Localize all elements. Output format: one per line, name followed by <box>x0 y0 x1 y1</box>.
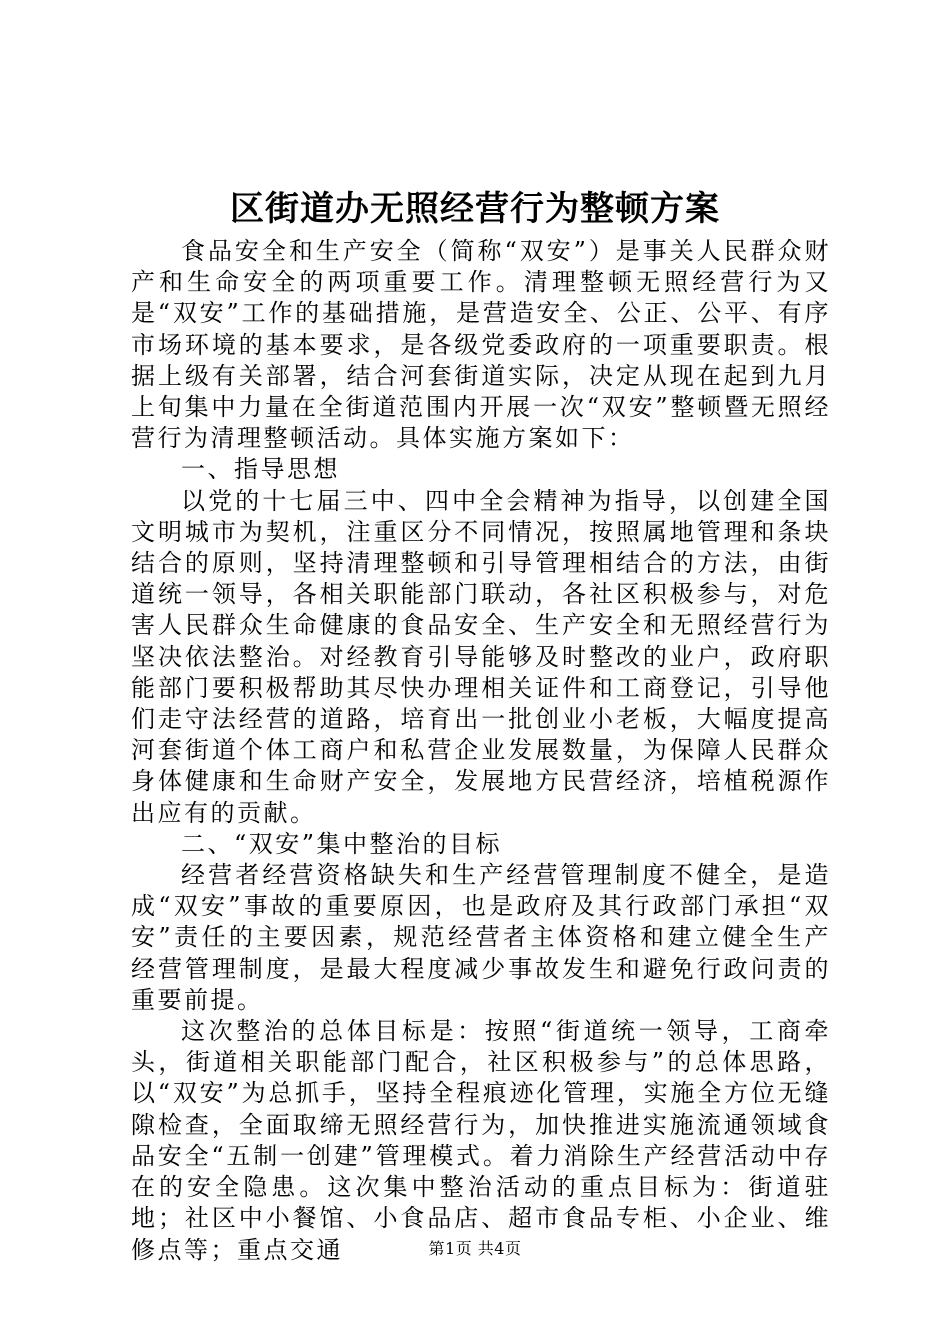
section-heading-goals: 二、“双安”集中整治的目标 <box>181 829 503 858</box>
paragraph-goals-reason: 经营者经营资格缺失和生产经营管理制度不健全，是造成“双安”事故的重要原因，也是政府及其行政部门承担“双安”责任的主要因素，规范经营者主体资格和建立健全生产经营管理制度，是最大程度减少事故发生和避免行政问责的重要前提。 <box>131 861 831 1014</box>
page-footer: 第1页 共4页 <box>428 1239 522 1258</box>
paragraph-guiding-ideology: 以党的十七届三中、四中全会精神为指导，以创建全国文明城市为契机，注重区分不同情况，按照属地管理和条块结合的原则，坚持清理整顿和引导管理相结合的方法，由街道统一领导，各相关职能部门联动，各社区积极参与，对危害人民群众生命健康的食品安全、生产安全和无照经营行为坚决依法整治。对经教育引导能够及时整改的业户，政府职能部门要积极帮助其尽快办理相关证件和工商登记，引导他们走守法经营的道路，培育出一批创业小老板，大幅度提高河套街道个体工商户和私营企业发展数量，为保障人民群众身体健康和生命财产安全，发展地方民营经济，培植税源作出应有的贡献。 <box>131 486 831 827</box>
paragraph-intro: 食品安全和生产安全（简称“双安”）是事关人民群众财产和生命安全的两项重要工作。清理整顿无照经营行为又是“双安”工作的基础措施，是营造安全、公正、公平、有序市场环境的基本要求，是各级党委政府的一项重要职责。根据上级有关部署，结合河套街道实际，决定从现在起到九月上旬集中力量在全街道范围内开展一次“双安”整顿暨无照经营行为清理整顿活动。具体实施方案如下： <box>131 237 831 453</box>
section-heading-guiding-ideology: 一、指导思想 <box>181 455 340 484</box>
paragraph-overall-goal: 这次整治的总体目标是：按照“街道统一领导，工商牵头，街道相关职能部门配合，社区积极参与”的总体思路，以“双安”为总抓手，坚持全程痕迹化管理，实施全方位无缝隙检查，全面取缔无照经营行为，加快推进实施流通领域食品安全“五制一创建”管理模式。着力消除生产经营活动中存在的安全隐患。这次集中整治活动的重点目标为：街道驻地；社区中小餐馆、小食品店、超市食品专柜、小企业、维修点等；重点交通 <box>131 1017 831 1264</box>
document-title: 区街道办无照经营行为整顿方案 <box>230 189 720 229</box>
document-body <box>131 236 831 1266</box>
